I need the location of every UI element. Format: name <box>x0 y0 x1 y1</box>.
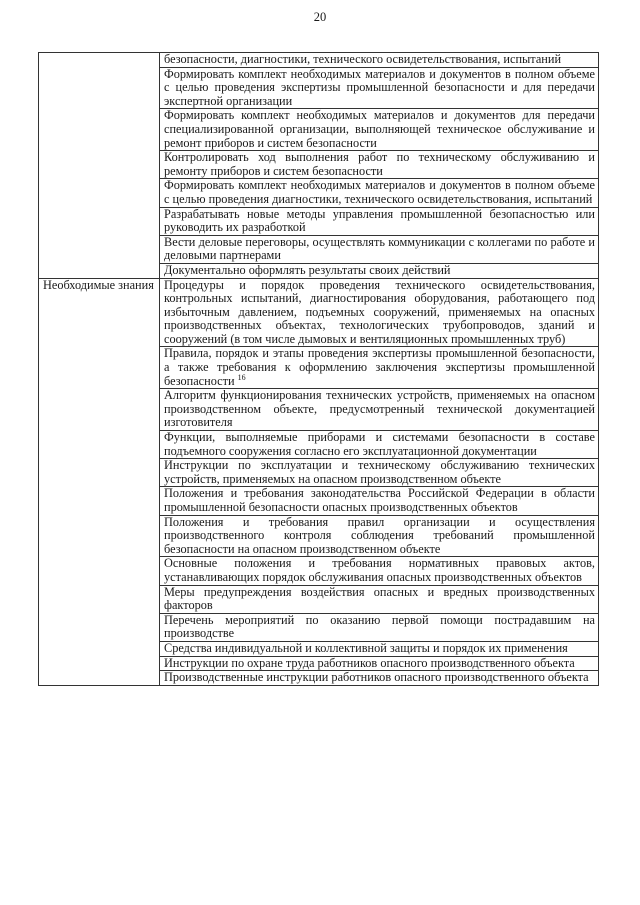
skill-cell <box>160 235 599 263</box>
cell-text-body: Вести деловые переговоры, осуществлять коммуникации с коллегами по работе и деловыми партнерами <box>164 234 595 263</box>
cell-text-body: Средства индивидуальной и коллективной защиты и порядок их применения <box>164 640 568 655</box>
cell-text <box>164 487 595 514</box>
row-group-label <box>39 53 160 279</box>
knowledge-cell <box>160 656 599 671</box>
page-number: 20 <box>313 10 327 24</box>
cell-text-body: Основные положения и требования нормативных правовых актов, устанавливающих порядок обслуживания опасных производственных объектов <box>164 556 595 584</box>
cell-text-body: Формировать комплект необходимых материалов и документов для передачи специализированной организации, выполняющей техническое обслуживание и ремонт приборов и систем безопасности <box>164 108 595 150</box>
knowledge-cell <box>160 613 599 641</box>
requirements-table <box>38 52 599 686</box>
cell-text <box>164 389 595 430</box>
knowledge-cell <box>160 641 599 656</box>
cell-text <box>164 236 595 263</box>
cell-text <box>164 614 595 641</box>
cell-text <box>164 53 595 67</box>
table-row <box>39 53 599 68</box>
cell-text <box>164 151 595 178</box>
cell-text <box>164 586 595 613</box>
skill-cell <box>160 207 599 235</box>
skill-cell <box>160 109 599 151</box>
knowledge-cell <box>160 389 599 431</box>
skill-cell <box>160 67 599 109</box>
cell-text-body: Формировать комплект необходимых материалов и документов в полном объеме с целью проведения экспертизы промышленной безопасности и для передачи экспертной организации <box>164 66 595 108</box>
cell-text-body: Формировать комплект необходимых материалов и документов в полном объеме с целью проведения диагностики, технического освидетельствования, испытаний <box>164 178 595 206</box>
cell-text <box>164 279 595 347</box>
cell-text <box>164 179 595 206</box>
cell-text-body: Процедуры и порядок проведения технического освидетельствования, контрольных испытаний, диагностирования оборудования, работающего под избыточным давлением, подъемных сооружений, применяемых на опасных производственных объектах, технологических трубопроводов, зданий и сооружений (в том числе дымовых и вентиляционных промышленных труб) <box>164 277 595 346</box>
table-row <box>39 278 599 347</box>
cell-text-body: Инструкции по эксплуатации и техническому обслуживанию технических устройств, применяемых на опасном производственном объекте <box>164 458 595 486</box>
cell-text <box>164 671 595 685</box>
cell-text-body: Алгоритм функционирования технических устройств, применяемых на опасном производственном объекте, предусмотренный технической документацией изготовителя <box>164 388 595 430</box>
cell-text <box>164 557 595 584</box>
cell-text <box>164 208 595 235</box>
cell-text <box>164 264 595 278</box>
cell-text <box>164 516 595 557</box>
cell-text <box>164 347 595 388</box>
cell-text-body: Функции, выполняемые приборами и системами безопасности в составе подъемного сооружения согласно его эксплуатационной документации <box>164 430 595 458</box>
skill-cell <box>160 53 599 68</box>
cell-text-body: Перечень мероприятий по оказанию первой помощи пострадавшим на производстве <box>164 612 595 641</box>
cell-text <box>164 642 595 656</box>
row-group-label: Необходимые знания <box>39 278 160 685</box>
cell-text-body: безопасности, диагностики, технического освидетельствования, испытаний <box>164 52 562 66</box>
knowledge-cell <box>160 557 599 585</box>
cell-text <box>164 431 595 458</box>
cell-text <box>164 657 595 671</box>
cell-text-body: Правила, порядок и этапы проведения экспертизы промышленной безопасности, а также требования к оформлению заключения экспертизы промышленной безопасности <box>164 346 595 388</box>
knowledge-cell <box>160 515 599 557</box>
footnote-marker[interactable]: 16 <box>237 372 246 382</box>
cell-text <box>164 109 595 150</box>
cell-text-body: Инструкции по охране труда работников опасного производственного объекта <box>164 655 575 670</box>
skill-cell <box>160 179 599 207</box>
knowledge-cell <box>160 347 599 389</box>
table-body <box>39 53 599 686</box>
cell-text-body: Положения и требования законодательства Российской Федерации в области промышленной безопасности опасных производственных объектов <box>164 486 595 514</box>
cell-text <box>164 459 595 486</box>
knowledge-cell <box>160 671 599 686</box>
knowledge-cell <box>160 459 599 487</box>
skill-cell <box>160 151 599 179</box>
knowledge-cell <box>160 487 599 515</box>
cell-text <box>164 68 595 109</box>
knowledge-cell <box>160 585 599 613</box>
cell-text-body: Контролировать ход выполнения работ по техническому обслуживанию и ремонту приборов и систем безопасности <box>164 150 595 178</box>
knowledge-cell <box>160 278 599 347</box>
cell-text-body: Меры предупреждения воздействия опасных и вредных производственных факторов <box>164 584 595 613</box>
skill-cell <box>160 263 599 278</box>
cell-text-body: Производственные инструкции работников опасного производственного объекта <box>164 670 589 685</box>
cell-text-body: Разрабатывать новые методы управления промышленной безопасностью или руководить их разработкой <box>164 206 595 235</box>
cell-text-body: Документально оформлять результаты своих действий <box>164 262 451 277</box>
knowledge-cell <box>160 431 599 459</box>
cell-text-body: Положения и требования правил организации и осуществления производственного контроля соблюдения требований промышленной безопасности на опасном производственном объекте <box>164 514 595 556</box>
